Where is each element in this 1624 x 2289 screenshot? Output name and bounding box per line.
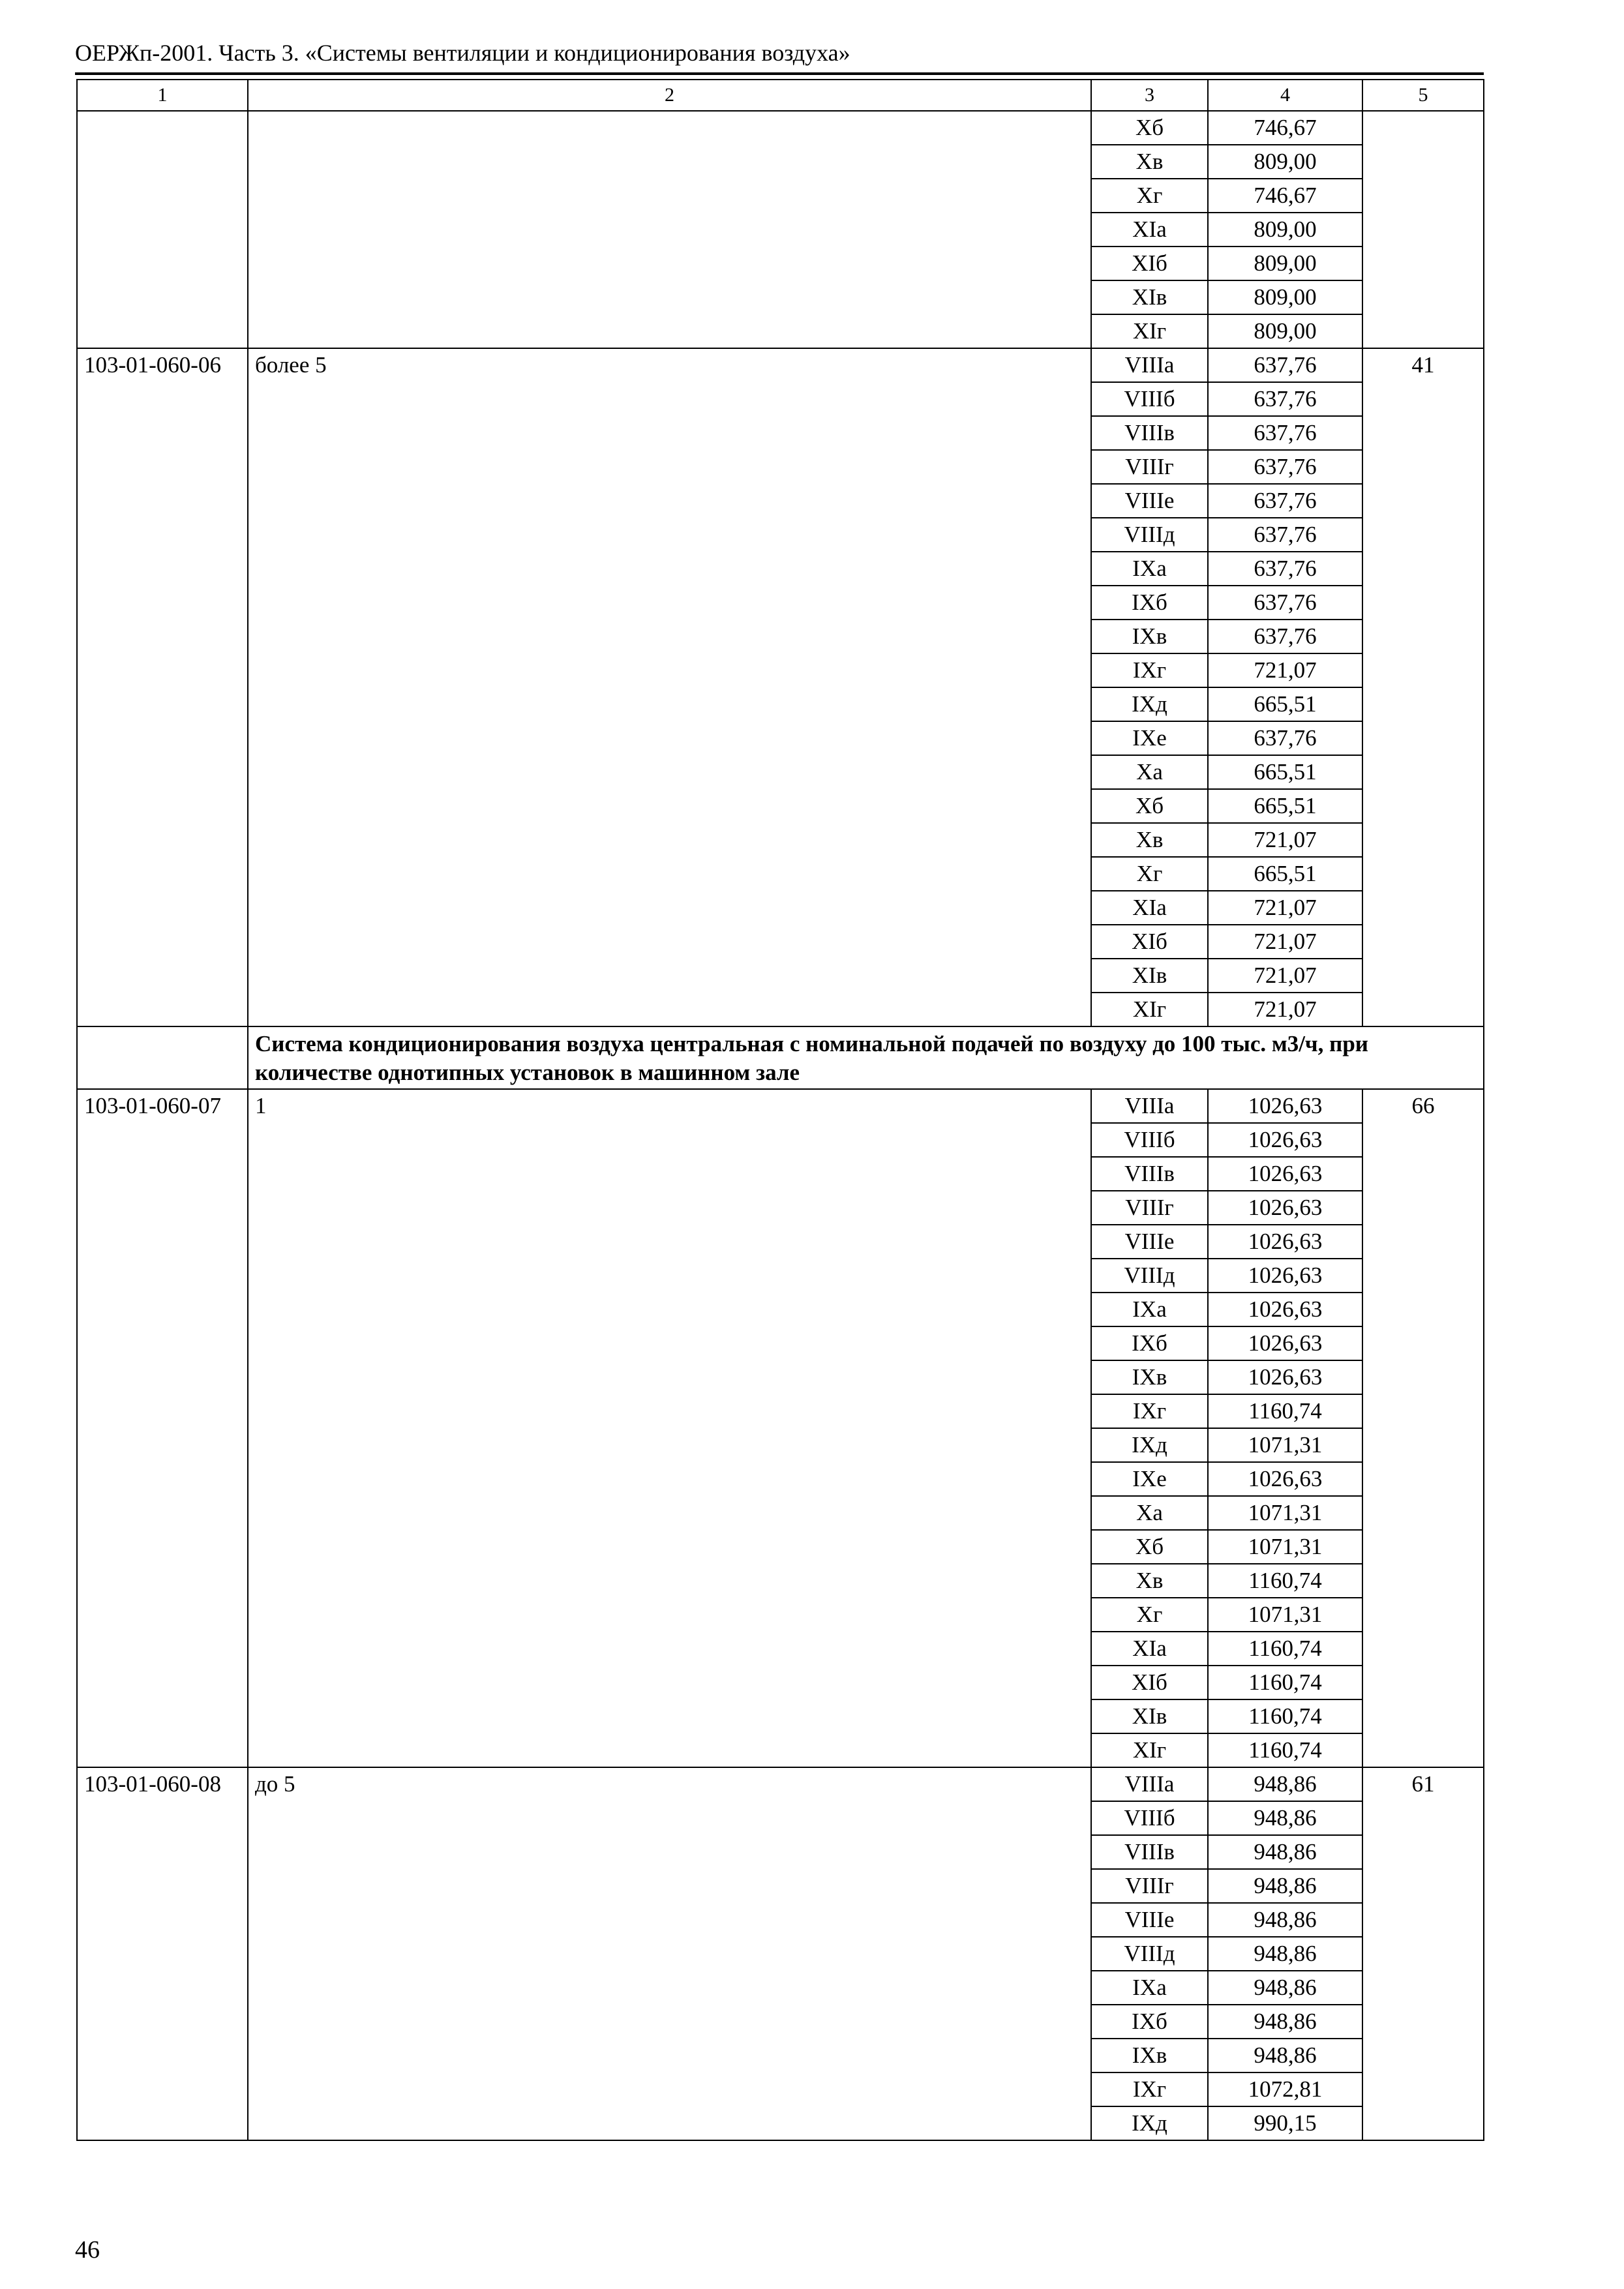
zone-cell: IXд — [1091, 1428, 1208, 1462]
group-title: Система кондиционирования воздуха центральная с номинальной подачей по воздуху до 100 тыс. м3/ч, при количестве однотипных установок в машинном зале — [248, 1026, 1484, 1089]
price-cell: 948,86 — [1208, 1937, 1362, 1971]
zone-cell: Ха — [1091, 1496, 1208, 1530]
table-row — [77, 1089, 1484, 1123]
norm-description: 1 — [248, 1089, 1091, 1767]
zone-cell: VIIIб — [1091, 382, 1208, 416]
price-cell: 746,67 — [1208, 111, 1362, 145]
price-cell: 637,76 — [1208, 416, 1362, 450]
price-cell: 637,76 — [1208, 721, 1362, 755]
price-cell: 1026,63 — [1208, 1089, 1362, 1123]
table-row — [77, 348, 1484, 382]
zone-cell: VIIIа — [1091, 1089, 1208, 1123]
price-cell: 1160,74 — [1208, 1564, 1362, 1598]
zone-cell: ХIг — [1091, 1733, 1208, 1767]
column-5-value: 66 — [1362, 1089, 1484, 1767]
header-rule — [75, 72, 1484, 75]
zone-cell: Хб — [1091, 111, 1208, 145]
price-cell: 1026,63 — [1208, 1123, 1362, 1157]
price-cell: 637,76 — [1208, 620, 1362, 653]
column-number: 2 — [248, 80, 1091, 111]
price-cell: 1072,81 — [1208, 2072, 1362, 2106]
column-number: 4 — [1208, 80, 1362, 111]
norm-code: 103-01-060-07 — [77, 1089, 248, 1767]
zone-cell: IXв — [1091, 1360, 1208, 1394]
zone-cell: VIIIв — [1091, 1835, 1208, 1869]
zone-cell: VIIIа — [1091, 348, 1208, 382]
zone-cell: VIIIг — [1091, 1869, 1208, 1903]
zone-cell: Хв — [1091, 145, 1208, 179]
zone-cell: ХIг — [1091, 314, 1208, 348]
price-cell: 721,07 — [1208, 993, 1362, 1026]
zone-cell: IXг — [1091, 653, 1208, 687]
price-cell: 721,07 — [1208, 925, 1362, 959]
zone-cell: IXа — [1091, 1293, 1208, 1326]
zone-cell: VIIIд — [1091, 518, 1208, 552]
zone-cell: VIIIе — [1091, 484, 1208, 518]
zone-cell: ХIа — [1091, 213, 1208, 247]
price-cell: 948,86 — [1208, 2005, 1362, 2039]
zone-cell: Ха — [1091, 755, 1208, 789]
norm-code — [77, 111, 248, 348]
price-cell: 809,00 — [1208, 247, 1362, 280]
zone-cell: VIIIд — [1091, 1259, 1208, 1293]
price-cell: 665,51 — [1208, 755, 1362, 789]
zone-cell: VIIIд — [1091, 1937, 1208, 1971]
zone-cell: ХIв — [1091, 1699, 1208, 1733]
page-header: ОЕРЖп-2001. Часть 3. «Системы вентиляции и кондиционирования воздуха» — [75, 40, 850, 66]
price-cell: 1160,74 — [1208, 1666, 1362, 1699]
zone-cell: ХIв — [1091, 280, 1208, 314]
zone-cell: VIIIа — [1091, 1767, 1208, 1801]
column-number: 5 — [1362, 80, 1484, 111]
price-cell: 1071,31 — [1208, 1496, 1362, 1530]
zone-cell: ХIб — [1091, 925, 1208, 959]
price-cell: 1026,63 — [1208, 1462, 1362, 1496]
price-cell: 1026,63 — [1208, 1157, 1362, 1191]
column-number: 1 — [77, 80, 248, 111]
price-cell: 637,76 — [1208, 586, 1362, 620]
price-cell: 1071,31 — [1208, 1530, 1362, 1564]
zone-cell: ХIв — [1091, 959, 1208, 993]
price-cell: 637,76 — [1208, 382, 1362, 416]
norms-table — [76, 79, 1484, 2141]
zone-cell: Хв — [1091, 1564, 1208, 1598]
zone-cell: VIIIе — [1091, 1903, 1208, 1937]
price-cell: 809,00 — [1208, 314, 1362, 348]
price-cell: 948,86 — [1208, 1971, 1362, 2005]
price-cell: 948,86 — [1208, 1767, 1362, 1801]
price-cell: 637,76 — [1208, 518, 1362, 552]
price-cell: 637,76 — [1208, 552, 1362, 586]
price-cell: 1071,31 — [1208, 1598, 1362, 1632]
norm-code: 103-01-060-08 — [77, 1767, 248, 2140]
price-cell: 1160,74 — [1208, 1699, 1362, 1733]
zone-cell: IXб — [1091, 1326, 1208, 1360]
zone-cell: VIIIе — [1091, 1225, 1208, 1259]
price-cell: 1026,63 — [1208, 1259, 1362, 1293]
zone-cell: IXе — [1091, 1462, 1208, 1496]
price-cell: 1071,31 — [1208, 1428, 1362, 1462]
zone-cell: VIIIг — [1091, 450, 1208, 484]
price-cell: 990,15 — [1208, 2106, 1362, 2140]
zone-cell: ХIб — [1091, 1666, 1208, 1699]
price-cell: 1160,74 — [1208, 1632, 1362, 1666]
price-cell: 948,86 — [1208, 1835, 1362, 1869]
group-code-cell — [77, 1026, 248, 1089]
price-cell: 809,00 — [1208, 280, 1362, 314]
price-cell: 1160,74 — [1208, 1394, 1362, 1428]
table-row — [77, 1767, 1484, 1801]
zone-cell: IXб — [1091, 2005, 1208, 2039]
column-number: 3 — [1091, 80, 1208, 111]
price-cell: 1026,63 — [1208, 1191, 1362, 1225]
price-cell: 1026,63 — [1208, 1326, 1362, 1360]
zone-cell: VIIIб — [1091, 1801, 1208, 1835]
zone-cell: Хв — [1091, 823, 1208, 857]
zone-cell: Хг — [1091, 1598, 1208, 1632]
price-cell: 665,51 — [1208, 687, 1362, 721]
zone-cell: Хб — [1091, 1530, 1208, 1564]
price-cell: 948,86 — [1208, 2039, 1362, 2072]
zone-cell: VIIIб — [1091, 1123, 1208, 1157]
price-cell: 721,07 — [1208, 891, 1362, 925]
price-cell: 948,86 — [1208, 1903, 1362, 1937]
norms-table-body — [77, 80, 1484, 2140]
zone-cell: IXа — [1091, 552, 1208, 586]
price-cell: 665,51 — [1208, 857, 1362, 891]
zone-cell: VIIIг — [1091, 1191, 1208, 1225]
column-5-value — [1362, 111, 1484, 348]
price-cell: 721,07 — [1208, 653, 1362, 687]
price-cell: 637,76 — [1208, 450, 1362, 484]
zone-cell: IXб — [1091, 586, 1208, 620]
zone-cell: IXд — [1091, 687, 1208, 721]
zone-cell: ХIг — [1091, 993, 1208, 1026]
zone-cell: Хб — [1091, 789, 1208, 823]
price-cell: 721,07 — [1208, 823, 1362, 857]
zone-cell: VIIIв — [1091, 1157, 1208, 1191]
column-5-value: 61 — [1362, 1767, 1484, 2140]
norm-code: 103-01-060-06 — [77, 348, 248, 1026]
price-cell: 721,07 — [1208, 959, 1362, 993]
zone-cell: ХIа — [1091, 1632, 1208, 1666]
price-cell: 1026,63 — [1208, 1360, 1362, 1394]
zone-cell: IXг — [1091, 2072, 1208, 2106]
price-cell: 809,00 — [1208, 213, 1362, 247]
price-cell: 746,67 — [1208, 179, 1362, 213]
price-cell: 809,00 — [1208, 145, 1362, 179]
zone-cell: IXе — [1091, 721, 1208, 755]
price-cell: 1026,63 — [1208, 1225, 1362, 1259]
zone-cell: IXв — [1091, 2039, 1208, 2072]
price-cell: 948,86 — [1208, 1869, 1362, 1903]
column-numbers-row — [77, 80, 1484, 111]
price-cell: 665,51 — [1208, 789, 1362, 823]
group-title-row — [77, 1026, 1484, 1089]
zone-cell: VIIIв — [1091, 416, 1208, 450]
zone-cell: ХIа — [1091, 891, 1208, 925]
price-cell: 1026,63 — [1208, 1293, 1362, 1326]
page-number: 46 — [75, 2236, 100, 2264]
norm-description: до 5 — [248, 1767, 1091, 2140]
norm-description: более 5 — [248, 348, 1091, 1026]
zone-cell: ХIб — [1091, 247, 1208, 280]
table-row — [77, 111, 1484, 145]
zone-cell: IXа — [1091, 1971, 1208, 2005]
norm-description — [248, 111, 1091, 348]
zone-cell: IXд — [1091, 2106, 1208, 2140]
zone-cell: Хг — [1091, 179, 1208, 213]
column-5-value: 41 — [1362, 348, 1484, 1026]
zone-cell: Хг — [1091, 857, 1208, 891]
zone-cell: IXв — [1091, 620, 1208, 653]
price-cell: 637,76 — [1208, 348, 1362, 382]
price-cell: 1160,74 — [1208, 1733, 1362, 1767]
price-cell: 637,76 — [1208, 484, 1362, 518]
zone-cell: IXг — [1091, 1394, 1208, 1428]
price-cell: 948,86 — [1208, 1801, 1362, 1835]
